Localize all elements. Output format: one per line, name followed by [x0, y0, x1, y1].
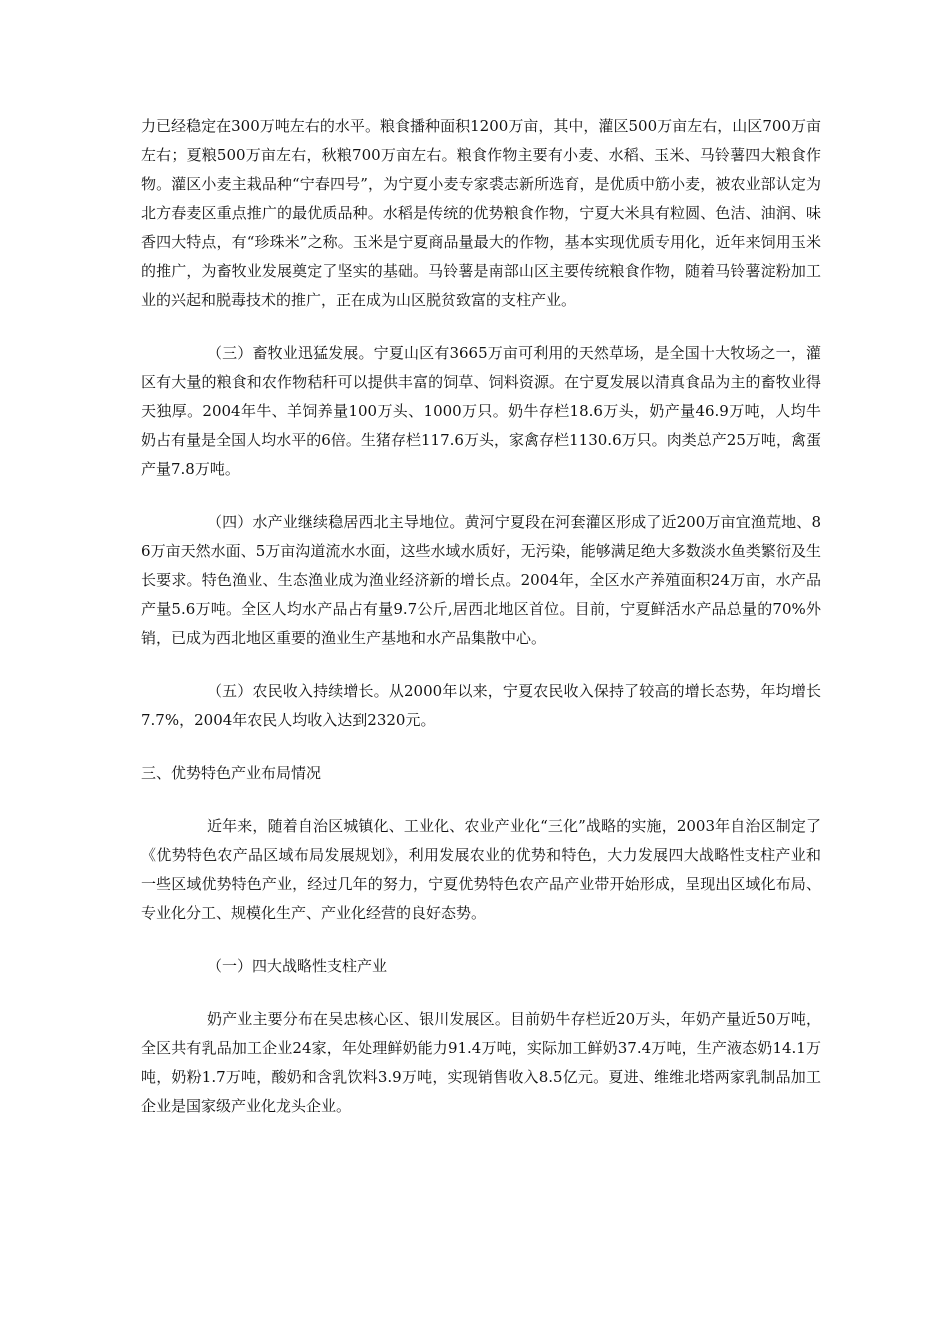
subsection-heading-pillar-industries: （一）四大战略性支柱产业: [207, 957, 388, 975]
paragraph-industry-layout-intro: 近年来，随着自治区城镇化、工业化、农业产业化“三化”战略的实施，2003年自治区制定了《优势特色农产品区域布局发展规划》，利用发展农业的优势和特色，大力发展四大战略性支柱产业和一些区域优势特色产业，经过几年的努力，宁夏优势特色农产品产业带开始形成，呈现出区域化布局、专业化分工、规模化生产、产业化经营的良好态势。: [141, 817, 821, 922]
paragraph-farmer-income: （五）农民收入持续增长。从2000年以来，宁夏农民收入保持了较高的增长态势，年均增长7.7%，2004年农民人均收入达到2320元。: [141, 682, 821, 729]
document-page: [141, 112, 821, 1145]
paragraph-aquaculture: （四）水产业继续稳居西北主导地位。黄河宁夏段在河套灌区形成了近200万亩宜渔荒地、86万亩天然水面、5万亩沟道流水水面，这些水域水质好，无污染，能够满足绝大多数淡水鱼类繁衍及生长要求。特色渔业、生态渔业成为渔业经济新的增长点。2004年，全区水产养殖面积24万亩，水产品产量5.6万吨。全区人均水产品占有量9.7公斤,居西北地区首位。目前，宁夏鲜活水产品总量的70%外销，已成为西北地区重要的渔业生产基地和水产品集散中心。: [141, 513, 821, 647]
paragraph-animal-husbandry: （三）畜牧业迅猛发展。宁夏山区有3665万亩可利用的天然草场，是全国十大牧场之一，灌区有大量的粮食和农作物秸秆可以提供丰富的饲草、饲料资源。在宁夏发展以清真食品为主的畜牧业得天独厚。2004年牛、羊饲养量100万头、1000万只。奶牛存栏18.6万头，奶产量46.9万吨，人均牛奶占有量是全国人均水平的6倍。生猪存栏117.6万头，家禽存栏1130.6万只。肉类总产25万吨，禽蛋产量7.8万吨。: [141, 344, 821, 478]
paragraph-grain-production: 力已经稳定在300万吨左右的水平。粮食播种面积1200万亩，其中，灌区500万亩左右，山区700万亩左右；夏粮500万亩左右，秋粮700万亩左右。粮食作物主要有小麦、水稻、玉米、马铃薯四大粮食作物。灌区小麦主栽品种“宁春四号”，为宁夏小麦专家裘志新所选育，是优质中筋小麦，被农业部认定为北方春麦区重点推广的最优质品种。水稻是传统的优势粮食作物，宁夏大米具有粒圆、色洁、油润、味香四大特点，有“珍珠米”之称。玉米是宁夏商品量最大的作物，基本实现优质专用化，近年来饲用玉米的推广，为畜牧业发展奠定了坚实的基础。马铃薯是南部山区主要传统粮食作物，随着马铃薯淀粉加工业的兴起和脱毒技术的推广，正在成为山区脱贫致富的支柱产业。: [141, 117, 821, 309]
section-heading-industry-layout: 三、优势特色产业布局情况: [141, 764, 322, 782]
paragraph-dairy-industry: 奶产业主要分布在吴忠核心区、银川发展区。目前奶牛存栏近20万头，年奶产量近50万吨，全区共有乳品加工企业24家，年处理鲜奶能力91.4万吨，实际加工鲜奶37.4万吨，生产液态奶14.1万吨，奶粉1.7万吨，酸奶和含乳饮料3.9万吨，实现销售收入8.5亿元。夏进、维维北塔两家乳制品加工企业是国家级产业化龙头企业。: [141, 1010, 821, 1115]
